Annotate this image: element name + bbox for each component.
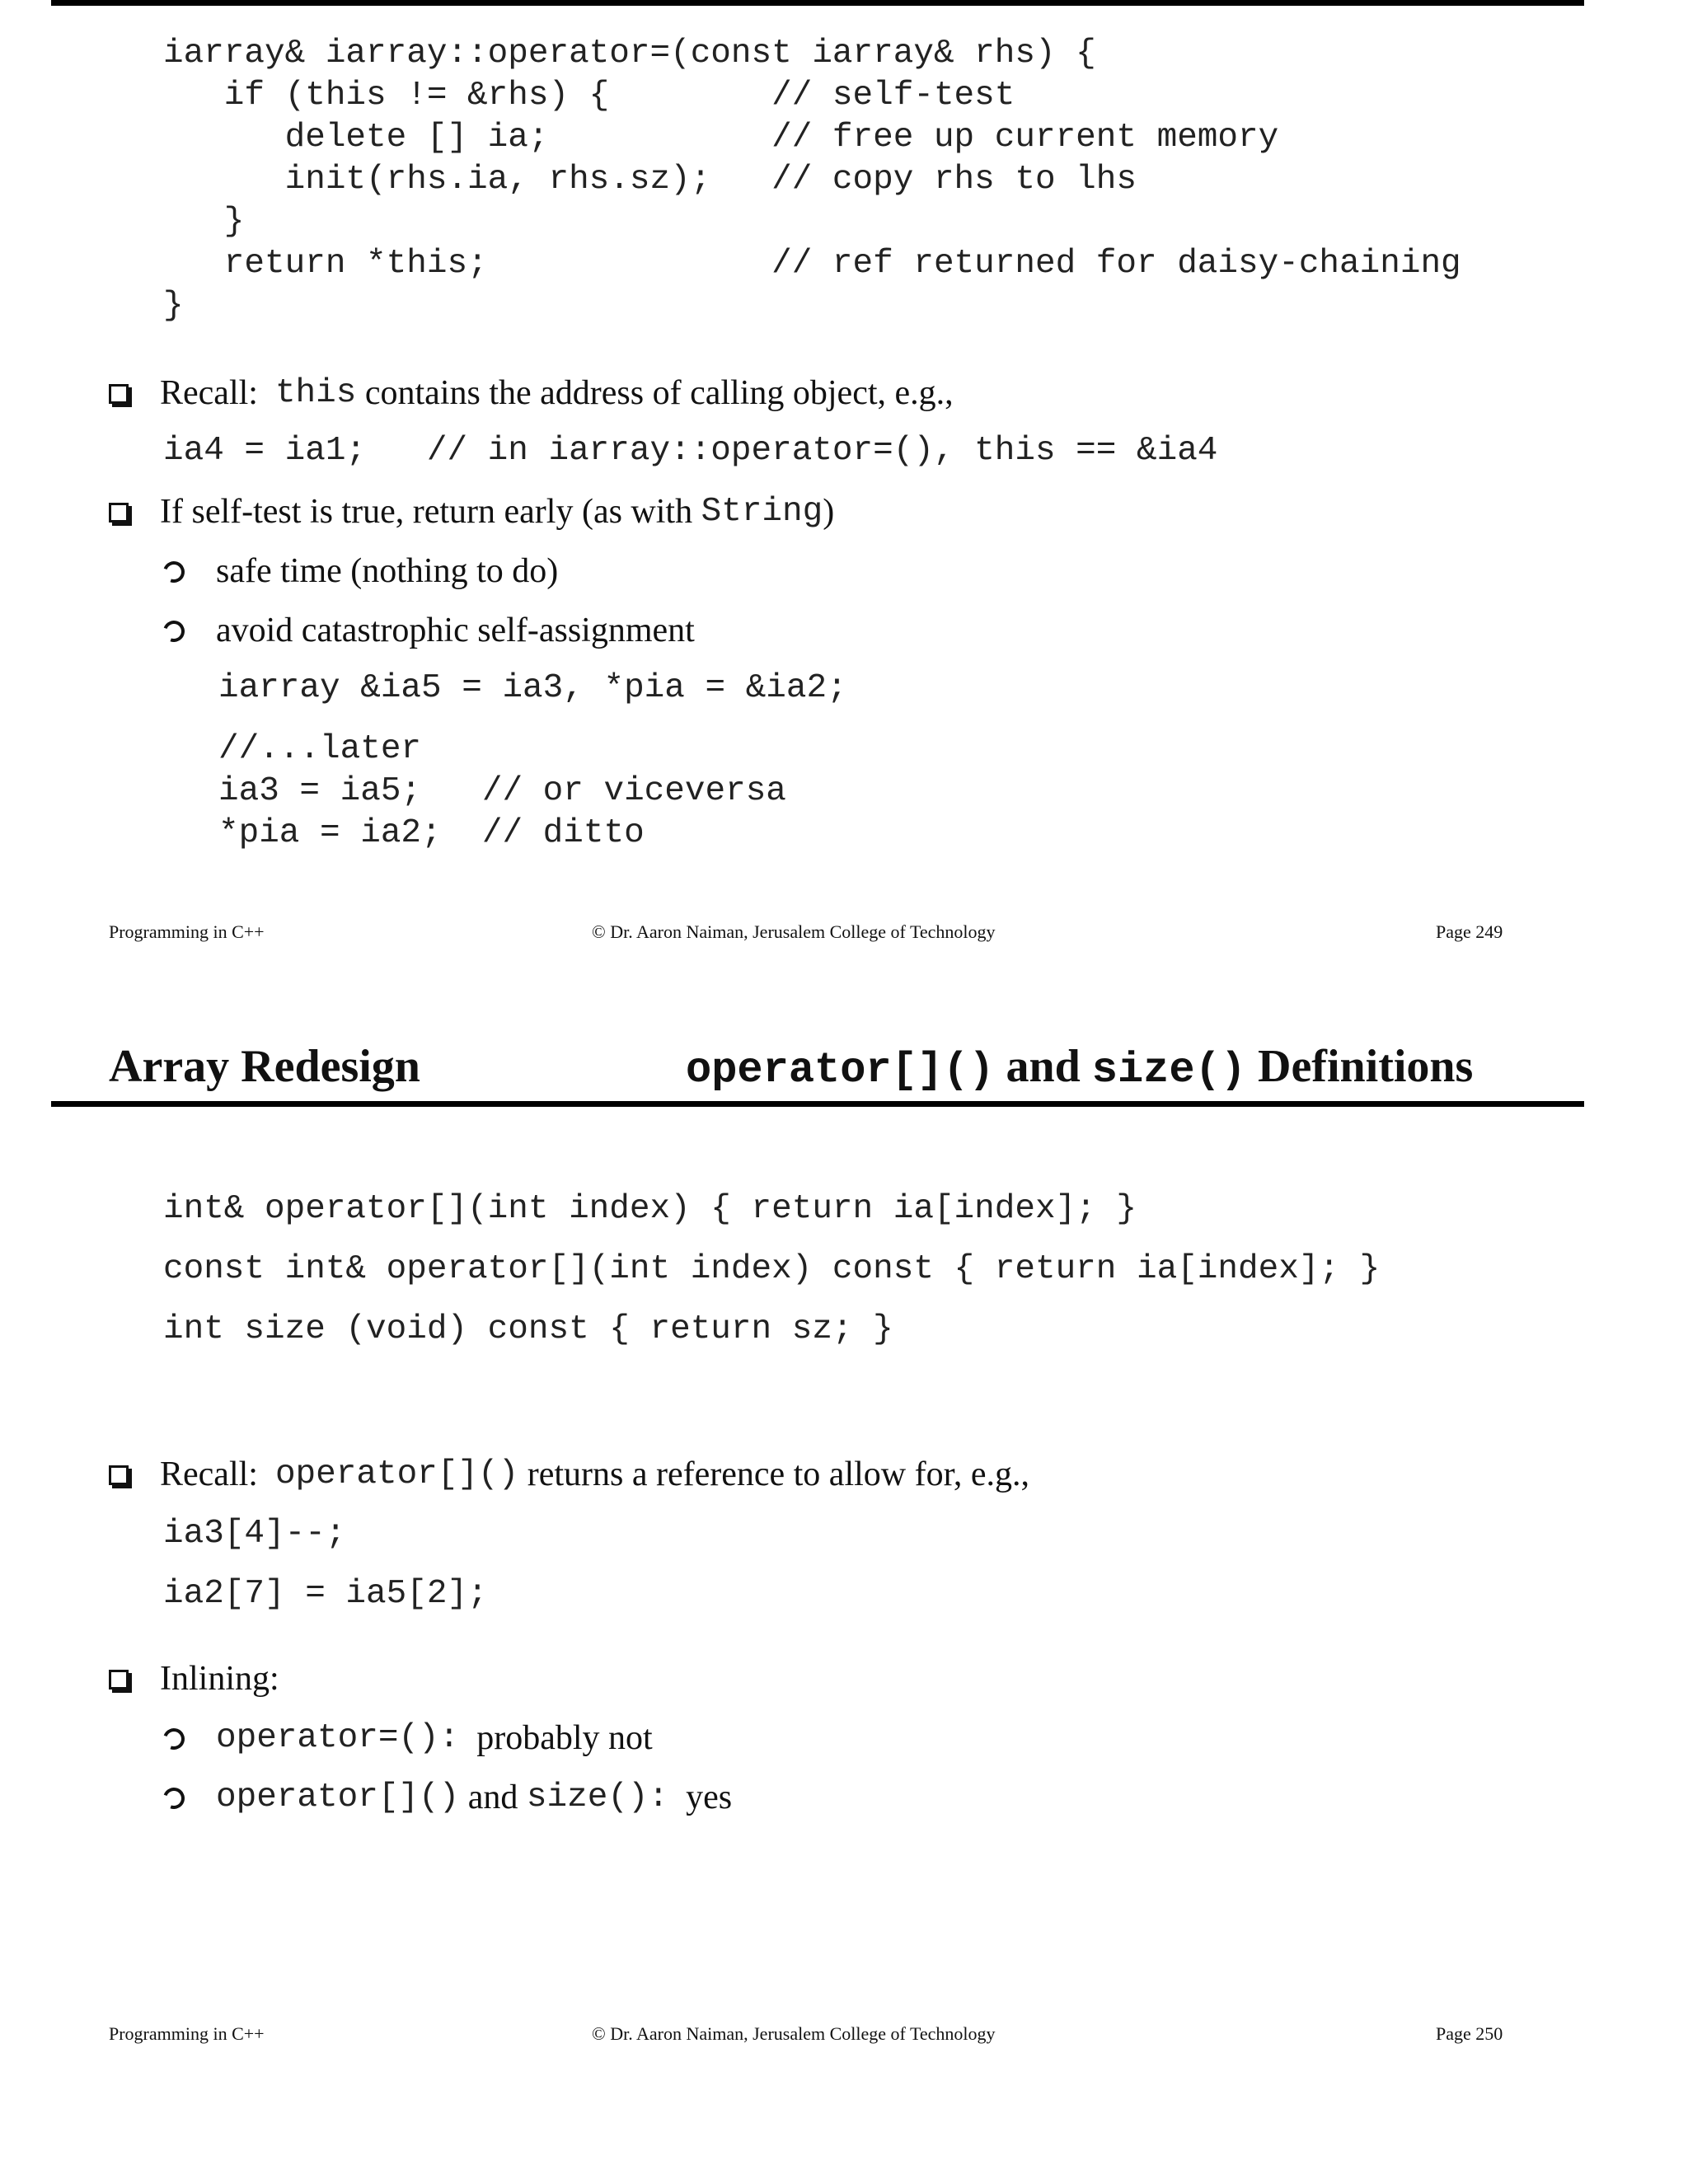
sub-bullet-text: avoid catastrophic self-assignment bbox=[216, 612, 695, 649]
footer-page-number: Page 250 bbox=[1436, 2023, 1503, 2044]
bullet-text-suffix: returns a reference to allow for, e.g., bbox=[518, 1455, 1030, 1493]
bullet-inlining bbox=[109, 1658, 279, 1700]
code-recall-example: ia4 = ia1; // in iarray::operator=(), this == &ia4 bbox=[163, 432, 1218, 470]
inline-code-operator-assign: operator=(): bbox=[216, 1719, 460, 1757]
bullet-text: Recall: bbox=[160, 374, 275, 412]
top-rule bbox=[51, 0, 1584, 6]
ring-bullet-icon bbox=[160, 1783, 189, 1812]
inline-code-this: this bbox=[274, 374, 357, 412]
ring-bullet-icon bbox=[160, 1724, 189, 1753]
checkbox-bullet-icon bbox=[109, 384, 129, 404]
bullet-recall-this bbox=[109, 373, 954, 415]
page-title-right bbox=[686, 1040, 1473, 1094]
bullet-text: Inlining: bbox=[160, 1660, 279, 1698]
title-and: and bbox=[994, 1041, 1092, 1092]
code-example-assign: ia2[7] = ia5[2]; bbox=[163, 1575, 488, 1613]
page-249 bbox=[0, 0, 1688, 956]
code-line-size: int size (void) const { return sz; } bbox=[163, 1310, 893, 1348]
bullet-text: Recall: bbox=[160, 1455, 275, 1493]
ring-bullet-icon bbox=[160, 557, 189, 586]
footer-left: Programming in C++ bbox=[109, 2023, 265, 2044]
footer-left: Programming in C++ bbox=[109, 921, 265, 942]
checkbox-bullet-icon bbox=[109, 1465, 129, 1485]
sub-bullet-operator-assign bbox=[163, 1718, 653, 1760]
footer-page-number: Page 249 bbox=[1436, 921, 1503, 942]
ring-bullet-icon bbox=[160, 616, 189, 645]
bullet-text-suffix: ) bbox=[823, 493, 835, 531]
sub-bullet-safe-time bbox=[163, 551, 558, 593]
inline-code-size: size(): bbox=[526, 1779, 669, 1816]
sub-bullet-text: yes bbox=[668, 1779, 733, 1816]
inline-code-string: String bbox=[701, 493, 823, 531]
code-operator-assign: iarray& iarray::operator=(const iarray& rhs) { if (this != &rhs) { // self-test delete [] ia; // free up current memory init(rhs.ia, rhs.sz); // copy rhs to lhs } return *this; // ref returned for daisy-chaining } bbox=[163, 35, 1461, 325]
inline-code-operator-index: operator[]() bbox=[216, 1779, 460, 1816]
footer-center: © Dr. Aaron Naiman, Jerusalem College of Technology bbox=[592, 921, 996, 942]
code-example-decrement: ia3[4]--; bbox=[163, 1515, 346, 1553]
sub-bullet-text: safe time (nothing to do) bbox=[216, 552, 559, 590]
code-line-operator-index: int& operator[](int index) { return ia[index]; } bbox=[163, 1190, 1137, 1228]
sub-bullet-avoid bbox=[163, 610, 695, 652]
title-suffix: Definitions bbox=[1246, 1041, 1474, 1092]
page-title-left: Array Redesign bbox=[109, 1041, 420, 1092]
checkbox-bullet-icon bbox=[109, 1670, 129, 1690]
bullet-recall-operator-index bbox=[109, 1454, 1029, 1496]
code-line-operator-index-const: const int& operator[](int index) const { return ia[index]; } bbox=[163, 1250, 1381, 1288]
page-250 bbox=[0, 956, 1688, 2184]
title-code-size: size() bbox=[1091, 1046, 1246, 1094]
sub-bullet-operator-index-size bbox=[163, 1777, 732, 1819]
title-code-operator-index: operator[]() bbox=[686, 1046, 995, 1094]
checkbox-bullet-icon bbox=[109, 503, 129, 523]
bullet-text-suffix: contains the address of calling object, e.g., bbox=[356, 374, 954, 412]
title-rule bbox=[51, 1101, 1584, 1107]
inline-code-operator-index: operator[]() bbox=[274, 1455, 519, 1493]
bullet-self-test bbox=[109, 491, 834, 533]
sub-bullet-text: probably not bbox=[459, 1719, 653, 1757]
code-later-assignments: //...later ia3 = ia5; // or viceversa *pia = ia2; // ditto bbox=[218, 730, 786, 852]
sub-bullet-and: and bbox=[459, 1779, 527, 1816]
footer-center: © Dr. Aaron Naiman, Jerusalem College of Technology bbox=[592, 2023, 996, 2044]
bullet-text: If self-test is true, return early (as with bbox=[160, 493, 701, 531]
code-alias-declaration: iarray &ia5 = ia3, *pia = &ia2; bbox=[218, 669, 847, 707]
